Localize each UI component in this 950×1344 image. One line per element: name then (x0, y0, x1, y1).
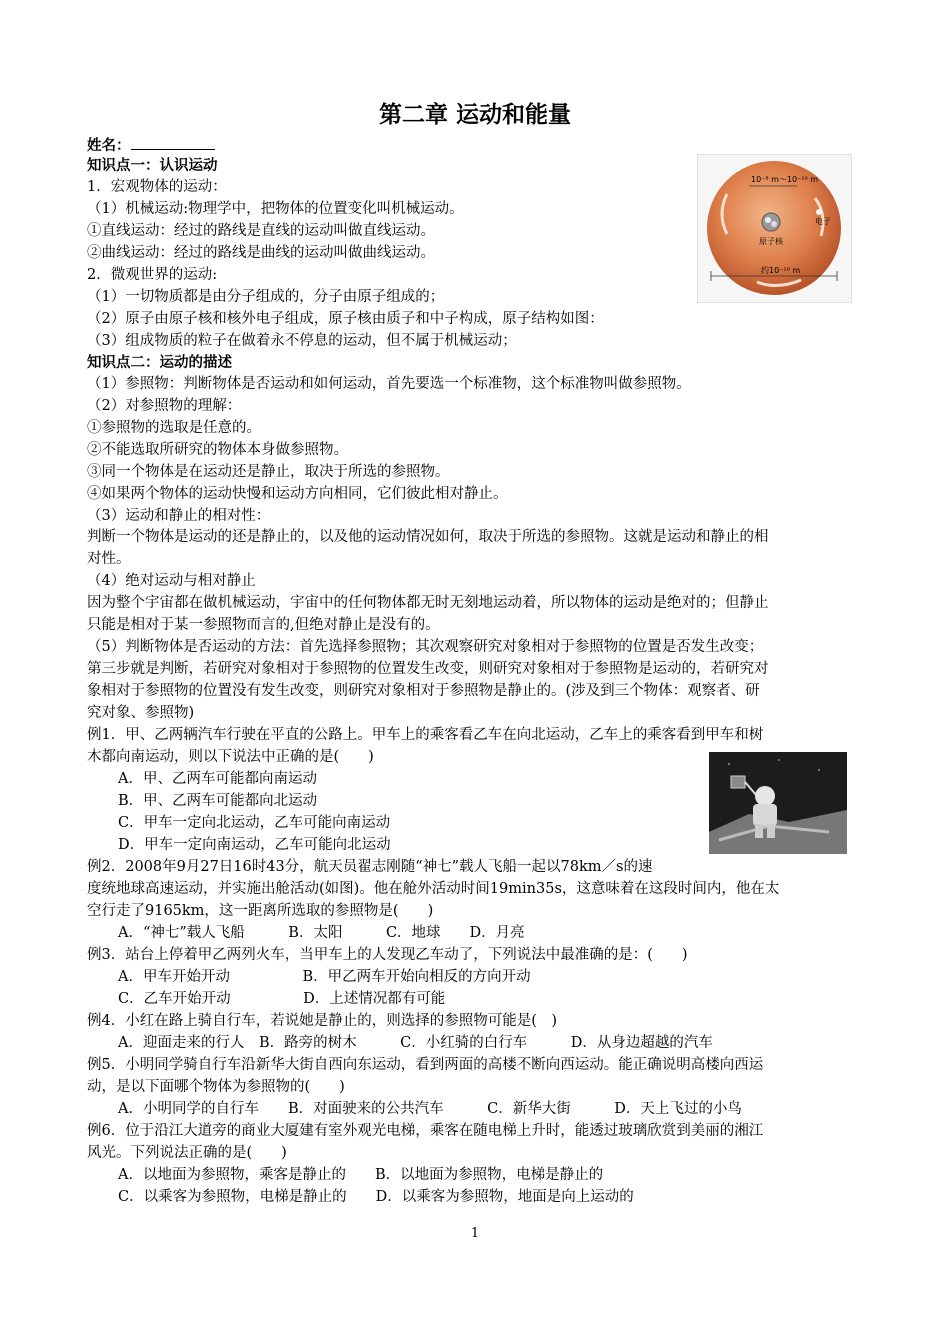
text-line: （2）原子由原子核和核外电子组成，原子核由质子和中子构成，原子结构如图： (87, 311, 604, 327)
option-line: D．甲车一定向南运动，乙车可能向北运动 (118, 837, 391, 853)
text-line: ②不能选取所研究的物体本身做参照物。 (87, 442, 348, 458)
text-line: ①参照物的选取是任意的。 (87, 420, 261, 436)
text-line: 第三步就是判断，若研究对象相对于参照物的位置发生改变，则研究对象相对于参照物是运动的，若研究对 (87, 661, 769, 677)
flag-icon (731, 776, 745, 788)
option-line: C．乙车开始开动 D．上述情况都有可能 (118, 991, 446, 1007)
text-line: ①直线运动：经过的路线是直线的运动叫做直线运动。 (87, 223, 435, 239)
text-line: （1）机械运动:物理学中，把物体的位置变化叫机械运动。 (87, 201, 464, 217)
text-line: 对性。 (87, 551, 131, 567)
nucleus-icon (762, 213, 780, 231)
option-line: B．甲、乙两车可能都向北运动 (118, 793, 318, 809)
example-4: 例4．小红在路上骑自行车，若说她是静止的，则选择的参照物可能是( ) (87, 1013, 558, 1029)
example-5: 例5．小明同学骑自行车沿新华大街自西向东运动，看到两面的高楼不断向西运动。能正确说明高楼向西运 (87, 1057, 764, 1073)
text-line: （3）运动和静止的相对性： (87, 508, 271, 524)
option-line: A．“神七”载人飞船 B．太阳 C．地球 D．月亮 (118, 925, 525, 941)
text-line: ④如果两个物体的运动快慢和运动方向相同，它们彼此相对静止。 (87, 486, 508, 502)
text-line: 度统地球高速运动，并实施出舱活动(如图)。他在舱外活动时间19min35s，这意味着在这段时间内，他在太 (87, 881, 780, 897)
atom-electron-label: 电子 (815, 217, 831, 226)
text-line: 风光。下列说法正确的是( ) (87, 1145, 287, 1161)
option-line: A．甲车开始开动 B．甲乙两车开始向相反的方向开动 (118, 969, 531, 985)
text-line: 1．宏观物体的运动： (87, 179, 227, 195)
option-line: C．以乘客为参照物，电梯是静止的 D．以乘客为参照物，地面是向上运动的 (118, 1189, 634, 1205)
text-line: ②曲线运动：经过的路线是曲线的运动叫做曲线运动。 (87, 245, 435, 261)
text-line: （1）参照物：判断物体是否运动和如何运动，首先要选一个标准物，这个标准物叫做参照物。 (87, 376, 691, 392)
atom-structure-figure (697, 154, 852, 303)
text-line: （5）判断物体是否运动的方法：首先选择参照物；其次观察研究对象相对于参照物的位置是否发生改变； (87, 639, 764, 655)
name-label: 姓名： (87, 138, 131, 154)
text-line: 2．微观世界的运动: (87, 267, 218, 283)
example-3: 例3．站台上停着甲乙两列火车，当甲车上的人发现乙车动了，下列说法中最准确的是：( ) (87, 947, 688, 963)
section-heading-1: 知识点一：认识运动 (87, 158, 218, 174)
option-line: A．以地面为参照物，乘客是静止的 B．以地面为参照物，电梯是静止的 (118, 1167, 604, 1183)
option-line: C．甲车一定向北运动，乙车可能向南运动 (118, 815, 391, 831)
example-2: 例2．2008年9月27日16时43分，航天员翟志刚随“神七”载人飞船一起以78km／s的速 (87, 859, 653, 875)
atom-diameter-label: 约10⁻¹⁰ m (761, 266, 801, 275)
text-line: ③同一个物体是在运动还是静止，取决于所选的参照物。 (87, 464, 450, 480)
text-line: 判断一个物体是运动的还是静止的，以及他的运动情况如何，取决于所选的参照物。这就是运动和静止的相 (87, 529, 769, 545)
text-line: （4）绝对运动与相对静止 (87, 573, 256, 589)
option-line: A．小明同学的自行车 B．对面驶来的公共汽车 C．新华大街 D．天上飞过的小鸟 (118, 1101, 742, 1117)
text-line: （1）一切物质都是由分子组成的，分子由原子组成的； (87, 289, 445, 305)
astronaut-icon (755, 786, 775, 806)
name-field (87, 135, 215, 157)
text-line: 因为整个宇宙都在做机械运动，宇宙中的任何物体都无时无刻地运动着，所以物体的运动是绝对的；但静止 (87, 595, 769, 611)
option-line: A．甲、乙两车可能都向南运动 (118, 771, 317, 787)
text-line: 象相对于参照物的位置没有发生改变，则研究对象相对于参照物是静止的。(涉及到三个物体：观察者、研 (87, 683, 760, 699)
page-number: 1 (470, 1226, 480, 1241)
text-line: 空行走了9165km，这一距离所选取的参照物是( ) (87, 903, 434, 919)
text-line: 究对象、参照物) (87, 705, 195, 721)
text-line: 木都向南运动，则以下说法中正确的是( ) (87, 749, 374, 765)
page-title: 第二章 运动和能量 (378, 102, 571, 128)
option-line: A．迎面走来的行人 B．路旁的树木 C．小红骑的白行车 D．从身边超越的汽车 (118, 1035, 713, 1051)
name-blank (131, 135, 215, 150)
text-line: 动，是以下面哪个物体为参照物的( ) (87, 1079, 345, 1095)
text-line: 只能是相对于某一参照物而言的,但绝对静止是没有的。 (87, 617, 440, 633)
section-heading-2: 知识点二：运动的描述 (87, 355, 232, 371)
astronaut-photo (709, 752, 847, 854)
example-1: 例1．甲、乙两辆汽车行驶在平直的公路上。甲车上的乘客看乙车在向北运动，乙车上的乘客看到甲车和树 (87, 727, 764, 743)
electron-icon (816, 209, 822, 215)
example-6: 例6．位于沿江大道旁的商业大厦建有室外观光电梯，乘客在随电梯上升时，能透过玻璃欣赏到美丽的湘江 (87, 1123, 764, 1139)
text-line: （2）对参照物的理解： (87, 398, 242, 414)
atom-nucleus-label: 原子核 (759, 237, 783, 246)
text-line: （3）组成物质的粒子在做着永不停息的运动，但不属于机械运动； (87, 333, 517, 349)
atom-size-label: 10⁻⁸ m～10⁻¹⁰ m (751, 175, 819, 184)
